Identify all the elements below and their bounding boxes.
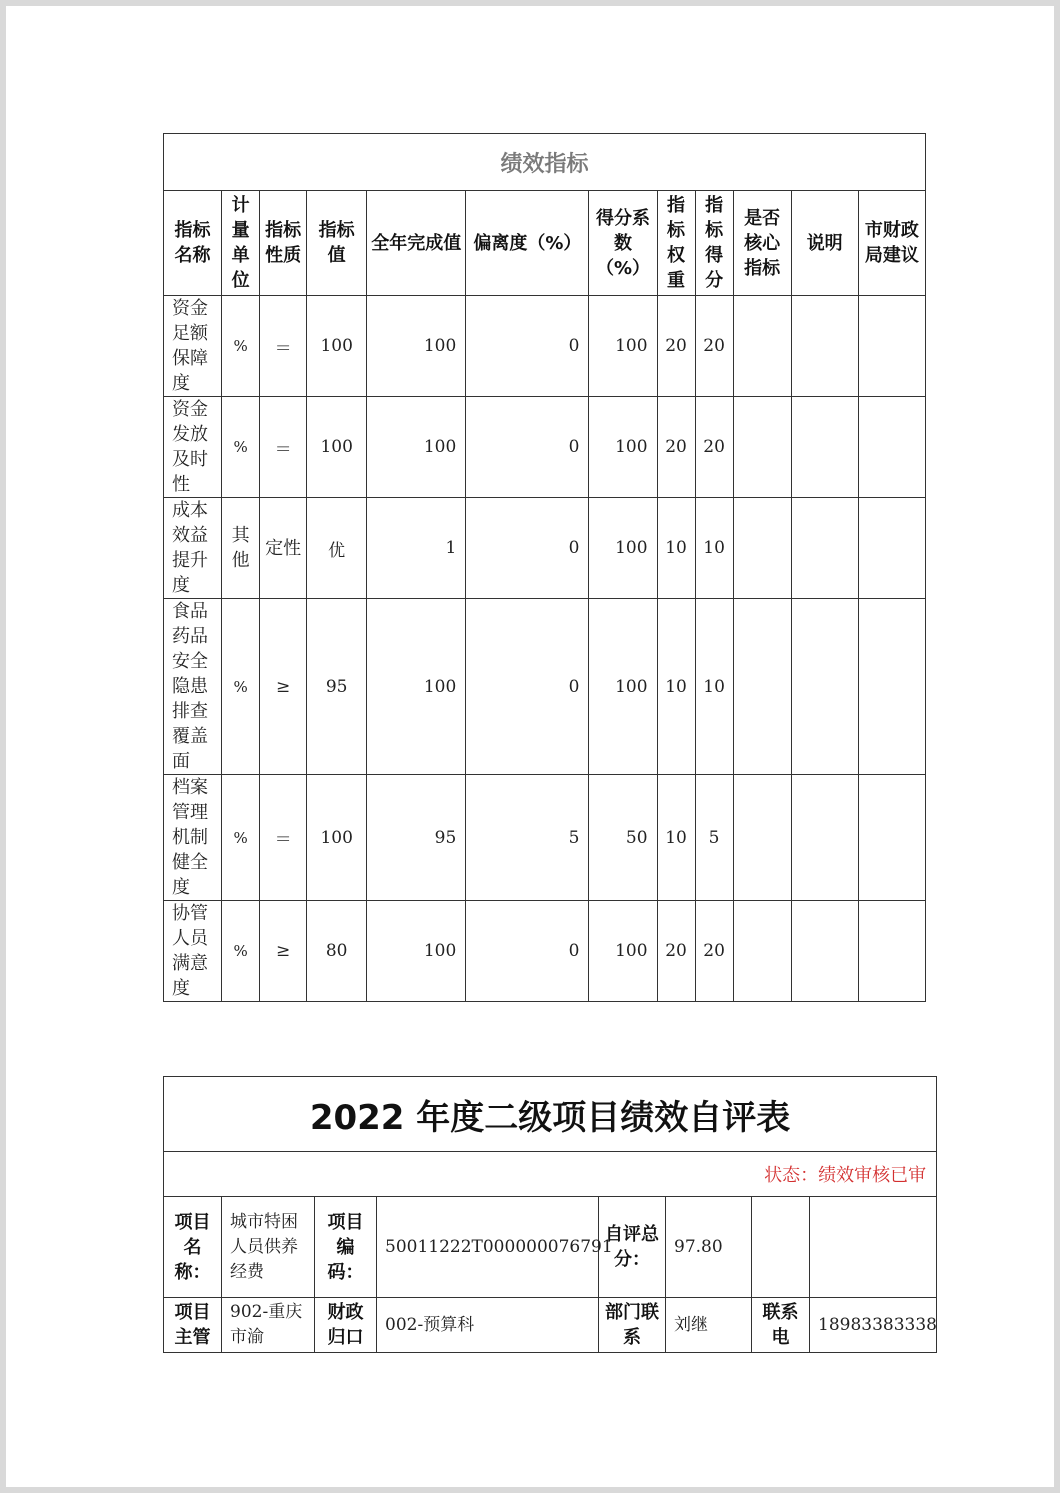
indicator-actual: 100	[367, 296, 466, 397]
indicator-core	[733, 901, 791, 1002]
project-info-row	[164, 1197, 937, 1298]
indicator-name: 资金足额保障度	[164, 296, 222, 397]
indicator-deviation: 0	[466, 599, 589, 775]
contact-label: 部门联系	[599, 1298, 666, 1353]
table-row	[164, 296, 926, 397]
indicator-name: 成本效益提升度	[164, 498, 222, 599]
indicator-note	[791, 901, 858, 1002]
indicator-unit: %	[222, 901, 260, 1002]
indicator-coefficient: 100	[589, 901, 657, 1002]
indicator-coefficient: 100	[589, 397, 657, 498]
indicator-target: 100	[307, 296, 367, 397]
indicator-weight: 20	[657, 901, 695, 1002]
indicator-score: 10	[695, 599, 733, 775]
table-header-row	[164, 191, 926, 296]
self-evaluation-title: 2022 年度二级项目绩效自评表	[164, 1077, 937, 1152]
phone-label: 联系电	[752, 1298, 810, 1353]
indicator-nature: ＝	[260, 397, 307, 498]
indicator-coefficient: 100	[589, 599, 657, 775]
indicator-unit: 其他	[222, 498, 260, 599]
self-evaluation-table	[163, 1076, 937, 1353]
indicator-name: 资金发放及时性	[164, 397, 222, 498]
indicator-weight: 10	[657, 498, 695, 599]
indicator-core	[733, 397, 791, 498]
indicator-target: 80	[307, 901, 367, 1002]
indicator-weight: 10	[657, 599, 695, 775]
indicator-name: 食品药品安全隐患排查覆盖面	[164, 599, 222, 775]
indicator-coefficient: 100	[589, 498, 657, 599]
department-info-row	[164, 1298, 937, 1353]
department-value: 902-重庆市渝	[222, 1298, 315, 1353]
indicator-core	[733, 498, 791, 599]
indicator-unit: %	[222, 775, 260, 901]
indicator-actual: 100	[367, 397, 466, 498]
indicator-note	[791, 775, 858, 901]
status-text: 状态：绩效审核已审	[164, 1152, 937, 1197]
document-page	[6, 6, 1054, 1487]
indicator-target: 100	[307, 775, 367, 901]
total-score-value: 97.80	[666, 1197, 752, 1298]
indicator-advice	[858, 498, 925, 599]
indicator-target: 95	[307, 599, 367, 775]
indicator-nature: ＝	[260, 775, 307, 901]
indicator-name: 档案管理机制健全度	[164, 775, 222, 901]
indicator-note	[791, 498, 858, 599]
indicator-actual: 100	[367, 901, 466, 1002]
total-score-label: 自评总分：	[599, 1197, 666, 1298]
table-row	[164, 901, 926, 1002]
indicator-unit: %	[222, 397, 260, 498]
finance-label: 财政归口	[315, 1298, 377, 1353]
indicator-target: 优	[307, 498, 367, 599]
performance-section-title: 绩效指标	[164, 134, 926, 191]
indicator-score: 20	[695, 296, 733, 397]
header-note: 说明	[791, 191, 858, 296]
indicator-nature: ≥	[260, 599, 307, 775]
header-target-value: 指标值	[307, 191, 367, 296]
table-row	[164, 775, 926, 901]
empty-cell	[810, 1197, 937, 1298]
indicator-actual: 100	[367, 599, 466, 775]
table-row	[164, 599, 926, 775]
indicator-deviation: 0	[466, 498, 589, 599]
indicator-deviation: 0	[466, 397, 589, 498]
indicator-advice	[858, 901, 925, 1002]
performance-indicator-table	[163, 133, 926, 1002]
empty-cell	[752, 1197, 810, 1298]
indicator-actual: 95	[367, 775, 466, 901]
indicator-unit: %	[222, 296, 260, 397]
header-deviation: 偏离度（%）	[466, 191, 589, 296]
indicator-advice	[858, 775, 925, 901]
table-row	[164, 498, 926, 599]
indicator-advice	[858, 599, 925, 775]
indicator-target: 100	[307, 397, 367, 498]
indicator-note	[791, 296, 858, 397]
indicator-actual: 1	[367, 498, 466, 599]
indicator-note	[791, 397, 858, 498]
header-nature: 指标性质	[260, 191, 307, 296]
department-label: 项目主管	[164, 1298, 222, 1353]
finance-value: 002-预算科	[377, 1298, 599, 1353]
project-code-label: 项目编码：	[315, 1197, 377, 1298]
indicator-advice	[858, 397, 925, 498]
indicator-score: 5	[695, 775, 733, 901]
contact-value: 刘继	[666, 1298, 752, 1353]
header-unit: 计量单位	[222, 191, 260, 296]
header-score: 指标得分	[695, 191, 733, 296]
indicator-nature: 定性	[260, 498, 307, 599]
header-weight: 指标权重	[657, 191, 695, 296]
indicator-coefficient: 50	[589, 775, 657, 901]
indicator-weight: 10	[657, 775, 695, 901]
header-advice: 市财政局建议	[858, 191, 925, 296]
indicator-deviation: 0	[466, 296, 589, 397]
header-actual-value: 全年完成值	[367, 191, 466, 296]
indicator-deviation: 0	[466, 901, 589, 1002]
indicator-score: 10	[695, 498, 733, 599]
indicator-core	[733, 775, 791, 901]
indicator-advice	[858, 296, 925, 397]
project-name-value: 城市特困人员供养经费	[222, 1197, 315, 1298]
indicator-nature: ＝	[260, 296, 307, 397]
header-score-coefficient: 得分系数（%）	[589, 191, 657, 296]
indicator-name: 协管人员满意度	[164, 901, 222, 1002]
project-code-value: 50011222T000000076791	[377, 1197, 599, 1298]
header-indicator-name: 指标名称	[164, 191, 222, 296]
indicator-weight: 20	[657, 397, 695, 498]
indicator-score: 20	[695, 901, 733, 1002]
indicator-score: 20	[695, 397, 733, 498]
indicator-core	[733, 296, 791, 397]
indicator-nature: ≥	[260, 901, 307, 1002]
indicator-coefficient: 100	[589, 296, 657, 397]
project-name-label: 项目名称：	[164, 1197, 222, 1298]
indicator-unit: %	[222, 599, 260, 775]
indicator-note	[791, 599, 858, 775]
indicator-core	[733, 599, 791, 775]
header-core-indicator: 是否核心指标	[733, 191, 791, 296]
indicator-deviation: 5	[466, 775, 589, 901]
table-row	[164, 397, 926, 498]
indicator-weight: 20	[657, 296, 695, 397]
phone-value: 18983383338	[810, 1298, 937, 1353]
